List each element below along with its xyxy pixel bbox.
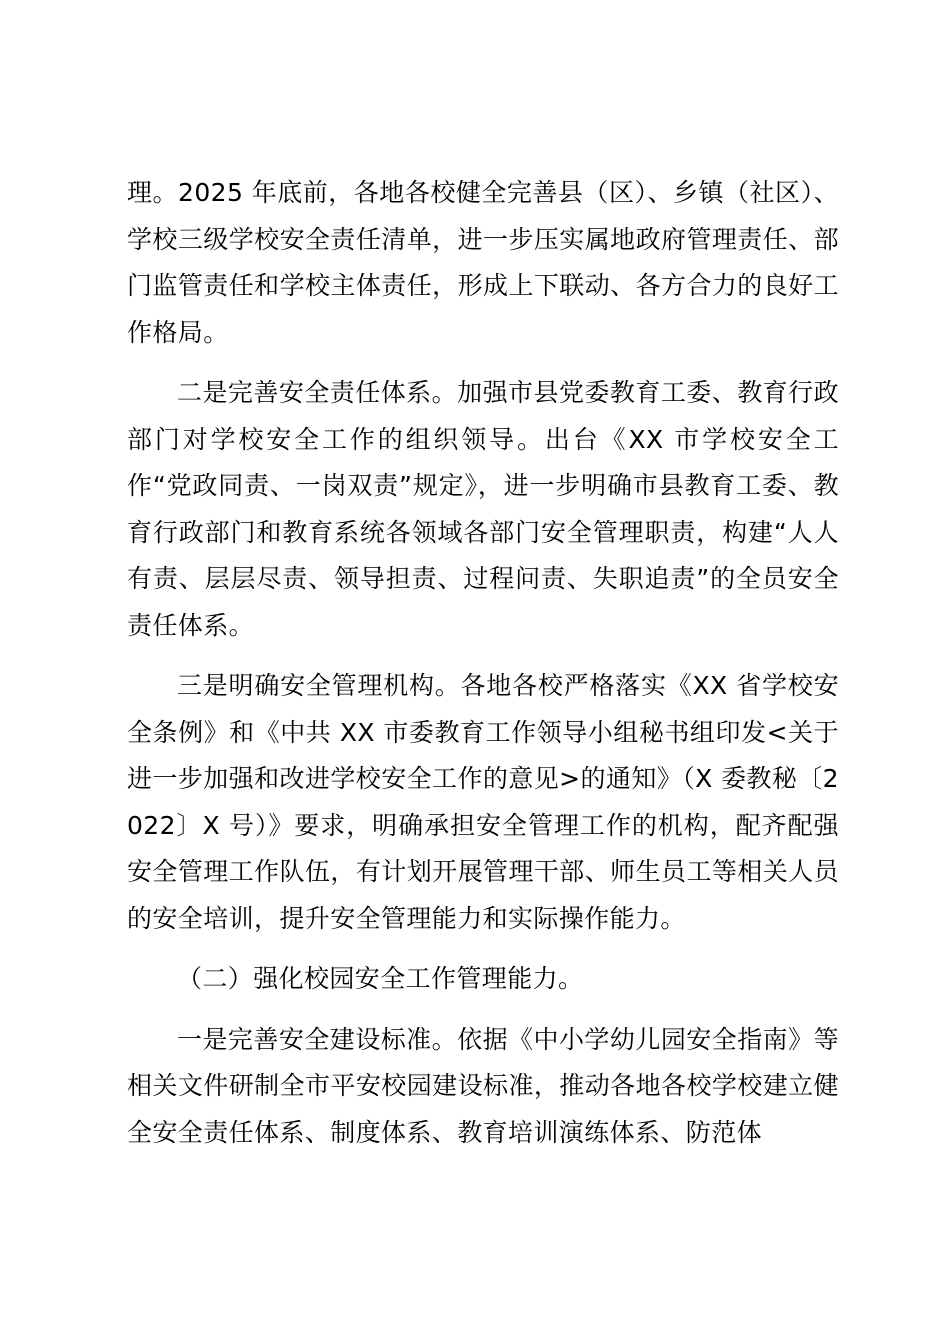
- paragraph-4: 一是完善安全建设标准。依据《中小学幼儿园安全指南》等相关文件研制全市平安校园建设标准，推动各地各校学校建立健全安全责任体系、制度体系、教育培训演练体系、防范体: [127, 1024, 839, 1147]
- section-heading-2: （二）强化校园安全工作管理能力。: [177, 964, 584, 993]
- document-body: [127, 170, 839, 1156]
- paragraph-1: 理。2025 年底前，各地各校健全完善县（区）、乡镇（社区）、学校三级学校安全责任清单，进一步压实属地政府管理责任、部门监管责任和学校主体责任，形成上下联动、各方合力的良好工作格局。: [127, 178, 839, 347]
- paragraph-2: 二是完善安全责任体系。加强市县党委教育工委、教育行政部门对学校安全工作的组织领导。出台《XX 市学校安全工作“党政同责、一岗双责”规定》，进一步明确市县教育工委、教育行政部门和教育系统各领域各部门安全管理职责，构建“人人有责、层层尽责、领导担责、过程问责、失职追责”的全员安全责任体系。: [127, 378, 839, 640]
- paragraph-3: 三是明确安全管理机构。各地各校严格落实《XX 省学校安全条例》和《中共 XX 市委教育工作领导小组秘书组印发<关于进一步加强和改进学校安全工作的意见>的通知》（X 委教秘〔2022〕X 号）》要求，明确承担安全管理工作的机构，配齐配强安全管理工作队伍，有计划开展管理干部、师生员工等相关人员的安全培训，提升安全管理能力和实际操作能力。: [127, 671, 839, 933]
